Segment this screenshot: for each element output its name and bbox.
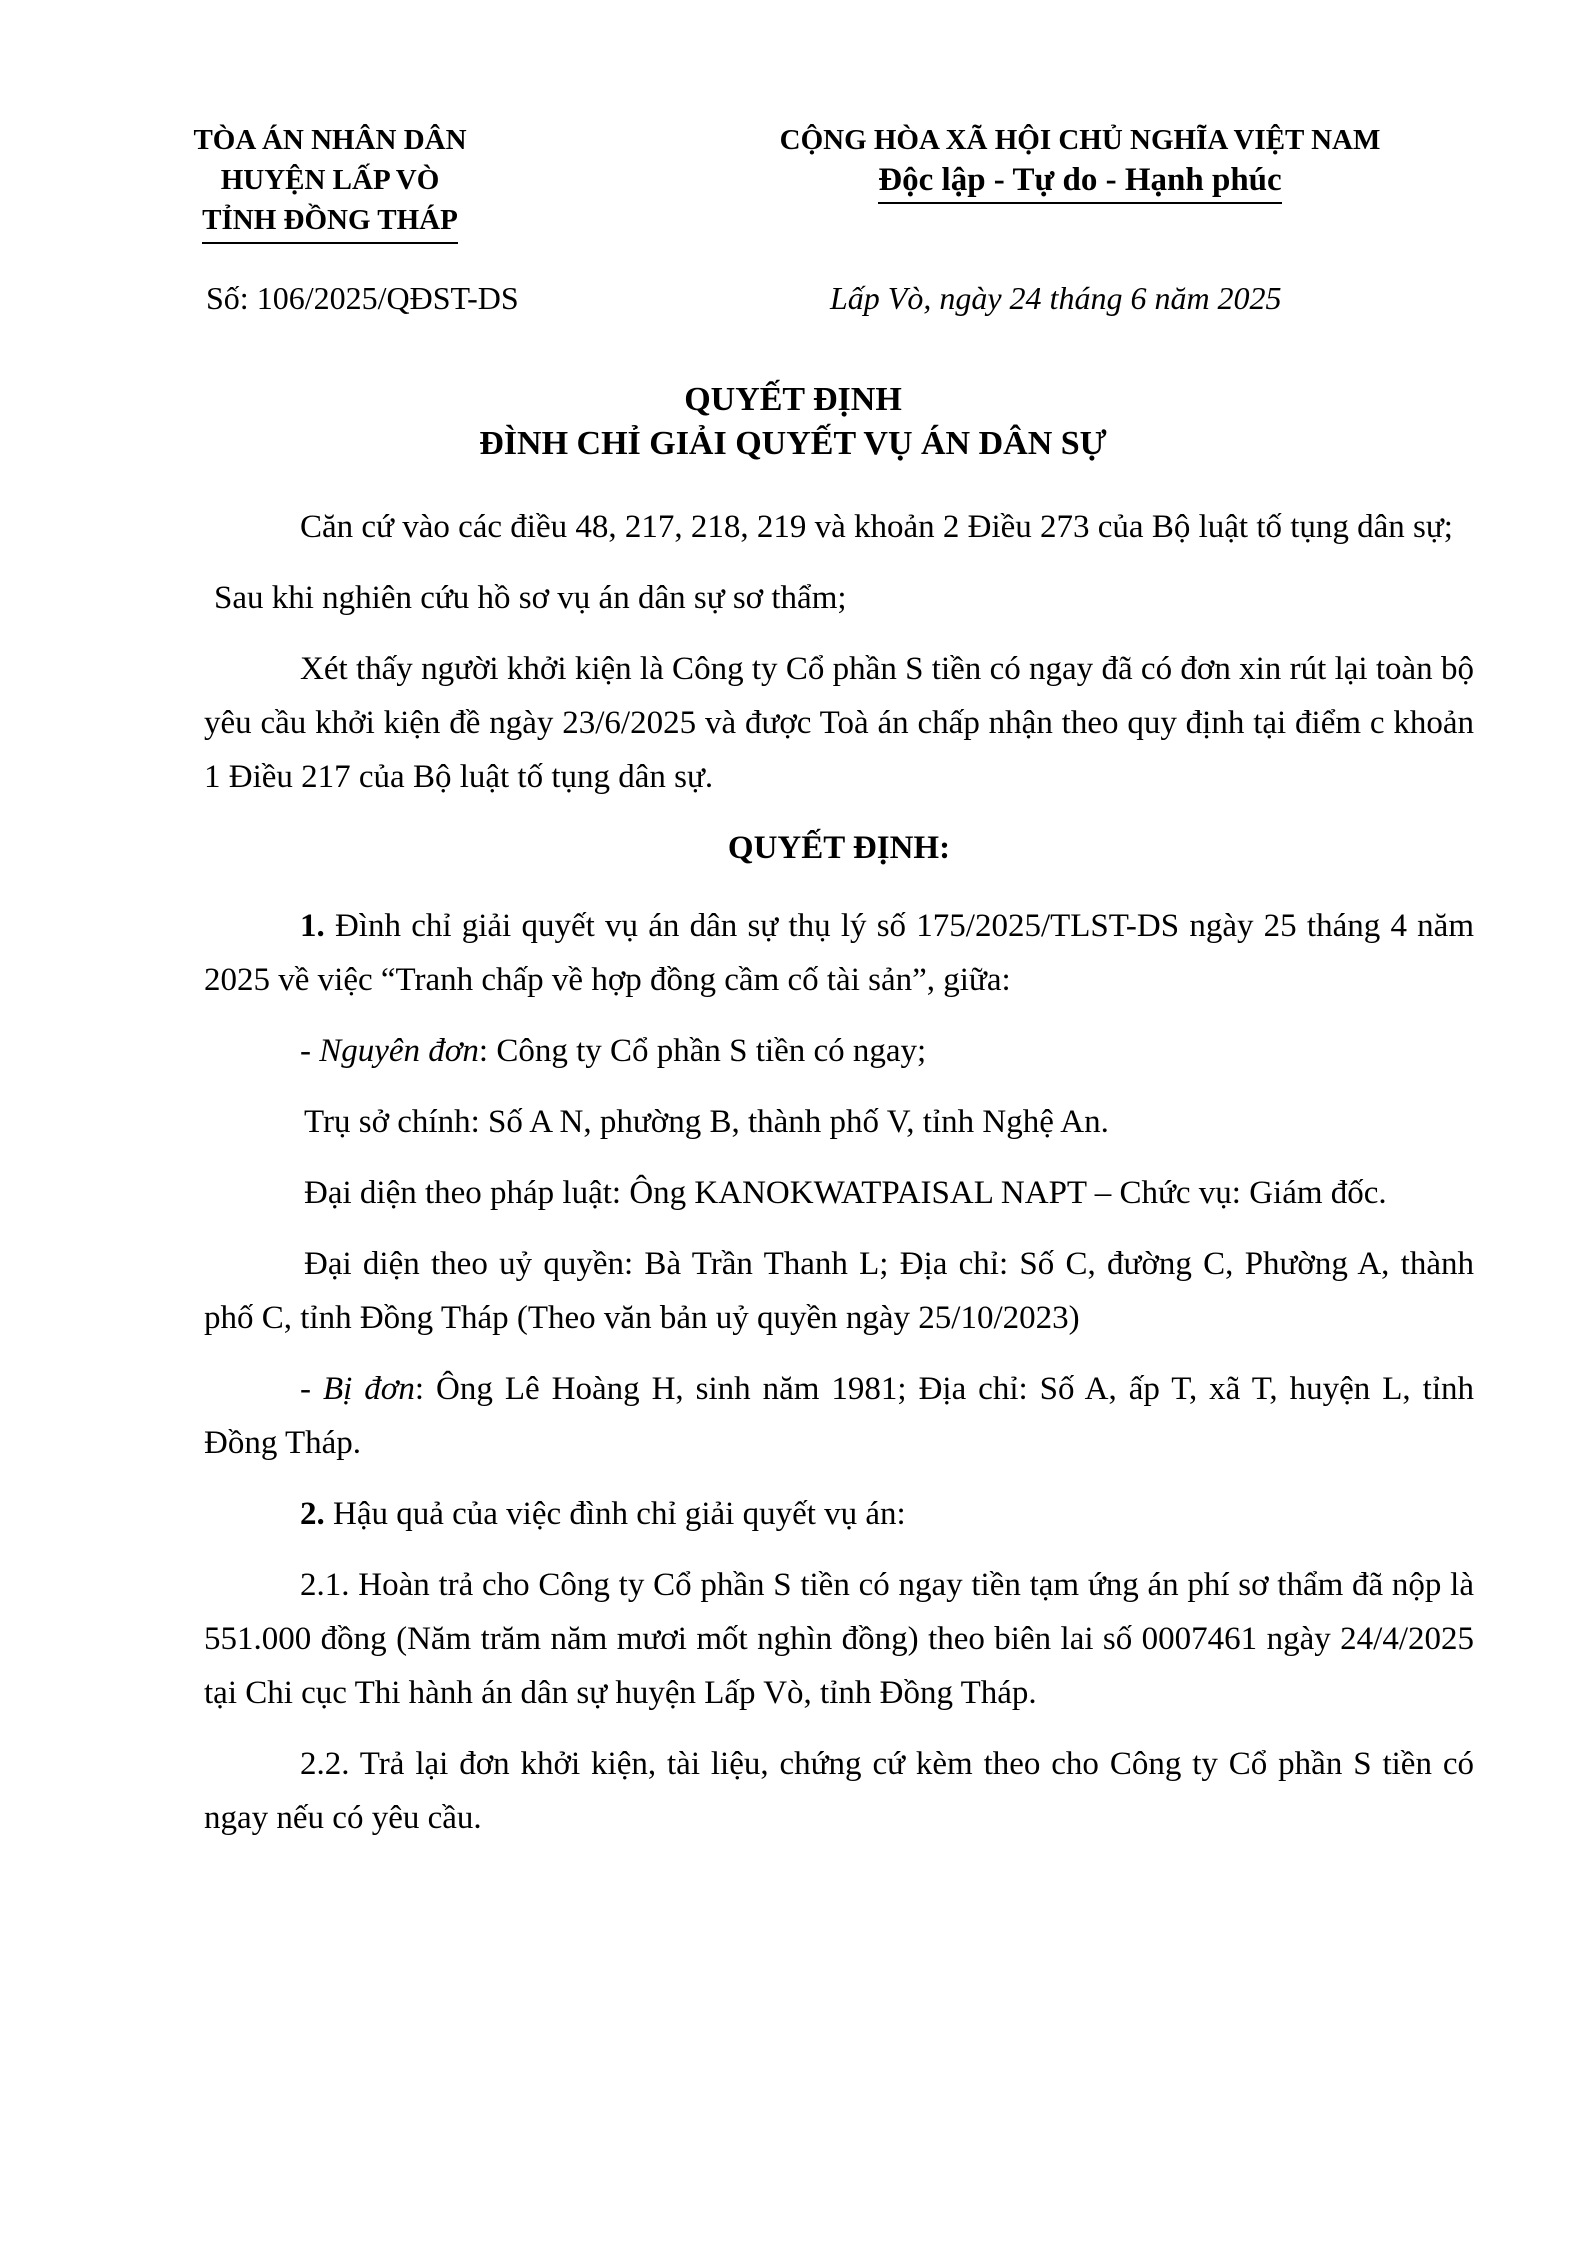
plaintiff-text: : Công ty Cổ phần S tiền có ngay;: [478, 1033, 927, 1069]
document-number: Số: 106/2025/QĐST-DS: [206, 280, 519, 316]
national-motto: Độc lập - Tự do - Hạnh phúc: [878, 160, 1281, 204]
court-header: [150, 120, 510, 244]
item-2-2-paragraph: 2.2. Trả lại đơn khởi kiện, tài liệu, chứng cứ kèm theo cho Công ty Cổ phần S tiền có ngay nếu có yêu cầu.: [204, 1746, 1474, 1836]
defendant-label: Bị đơn: [322, 1371, 415, 1407]
plaintiff-label: Nguyên đơn: [319, 1033, 479, 1069]
decision-heading: QUYẾT ĐỊNH:: [727, 830, 951, 866]
defendant-dash: -: [300, 1371, 323, 1407]
finding-paragraph: Xét thấy người khởi kiện là Công ty Cổ phần S tiền có ngay đã có đơn xin rút lại toàn bộ yêu cầu khởi kiện đề ngày 23/6/2025 và được Toà án chấp nhận theo quy định tại điểm c khoản 1 Điều 217 của Bộ luật tố tụng dân sự.: [204, 651, 1474, 795]
title-line2: ĐÌNH CHỈ GIẢI QUYẾT VỤ ÁN DÂN SỰ: [479, 425, 1107, 462]
document-title: [0, 378, 1586, 466]
item-1-number: 1.: [300, 908, 325, 944]
study-paragraph: Sau khi nghiên cứu hồ sơ vụ án dân sự sơ thẩm;: [214, 580, 847, 616]
item-1-text: Đình chỉ giải quyết vụ án dân sự thụ lý số 175/2025/TLST-DS ngày 25 tháng 4 năm 2025 về việc “Tranh chấp về hợp đồng cầm cố tài sản”, giữa:: [204, 908, 1474, 998]
legal-basis-paragraph: Căn cứ vào các điều 48, 217, 218, 219 và khoản 2 Điều 273 của Bộ luật tố tụng dân sự;: [300, 509, 1453, 545]
defendant-paragraph: [204, 1362, 1474, 1470]
item-1-paragraph: [204, 899, 1474, 1007]
title-line1: QUYẾT ĐỊNH: [684, 381, 902, 418]
item-2-number: 2.: [300, 1496, 325, 1532]
court-name-line1: TÒA ÁN NHÂN DÂN: [193, 124, 467, 156]
headquarters-paragraph: Trụ sở chính: Số A N, phường B, thành phố V, tỉnh Nghệ An.: [304, 1104, 1109, 1140]
plaintiff-dash: -: [300, 1033, 320, 1069]
defendant-text: : Ông Lê Hoàng H, sinh năm 1981; Địa chỉ: Số A, ấp T, xã T, huyện L, tỉnh Đồng Tháp.: [204, 1371, 1474, 1461]
document-date: Lấp Vò, ngày 24 tháng 6 năm 2025: [830, 280, 1282, 316]
item-2-1-paragraph: 2.1. Hoàn trả cho Công ty Cổ phần S tiền có ngay tiền tạm ứng án phí sơ thẩm đã nộp là 551.000 đồng (Năm trăm năm mươi mốt nghìn đồng) theo biên lai số 0007461 ngày 24/4/2025 tại Chi cục Thi hành án dân sự huyện Lấp Vò, tỉnh Đồng Tháp.: [204, 1567, 1474, 1711]
court-name-line2: HUYỆN LẤP VÒ: [220, 164, 440, 196]
legal-representative-paragraph: Đại diện theo pháp luật: Ông KANOKWATPAISAL NAPT – Chức vụ: Giám đốc.: [304, 1175, 1387, 1211]
item-2-paragraph: [204, 1487, 1474, 1541]
court-name-line3: TỈNH ĐỒNG THÁP: [202, 200, 458, 244]
national-header: [720, 120, 1440, 204]
authorized-representative-paragraph: Đại diện theo uỷ quyền: Bà Trần Thanh L; Địa chỉ: Số C, đường C, Phường A, thành phố C, tỉnh Đồng Tháp (Theo văn bản uỷ quyền ngày 25/10/2023): [204, 1246, 1474, 1336]
document-body: [204, 500, 1474, 1862]
item-2-text: Hậu quả của việc đình chỉ giải quyết vụ án:: [324, 1496, 906, 1532]
plaintiff-paragraph: [204, 1024, 1474, 1078]
nation-name: CỘNG HÒA XÃ HỘI CHỦ NGHĨA VIỆT NAM: [779, 124, 1381, 156]
